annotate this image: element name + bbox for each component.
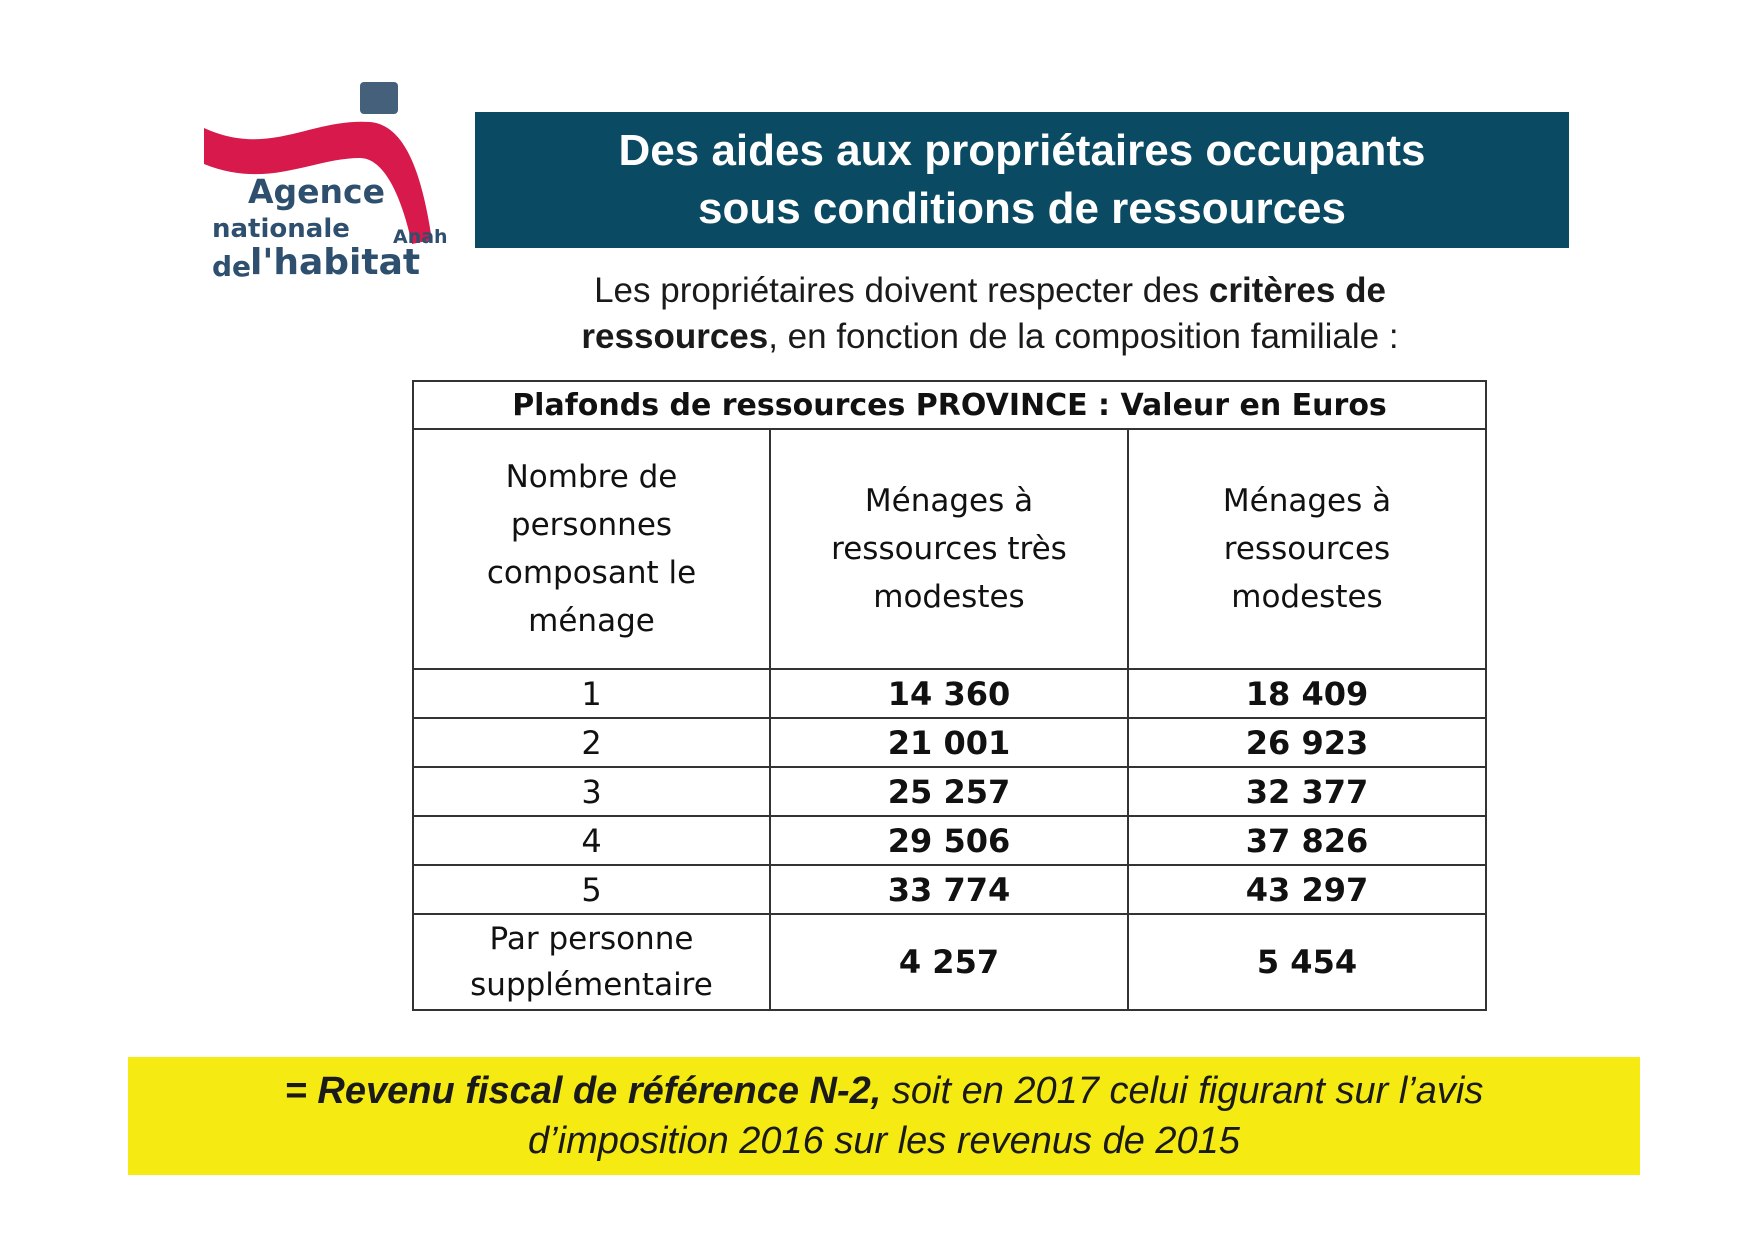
cell-modestes: 32 377 [1128, 767, 1486, 816]
intro-text-2: , en fonction de la composition familiale : [768, 317, 1399, 356]
table-row [413, 718, 1486, 767]
cell-tres-modestes: 29 506 [770, 816, 1128, 865]
cell-tres-modestes: 21 001 [770, 718, 1128, 767]
cell-modestes: 37 826 [1128, 816, 1486, 865]
logo-anah-text: Anah [393, 226, 448, 248]
cell-persons: 5 [413, 865, 770, 914]
table-header-row [413, 429, 1486, 669]
footer-line-1 [285, 1066, 1484, 1116]
title-banner [475, 112, 1569, 248]
logo-square [360, 82, 398, 114]
table-caption-row [413, 381, 1486, 429]
cell-tres-modestes: 25 257 [770, 767, 1128, 816]
title-line-1: Des aides aux propriétaires occupants [618, 126, 1426, 175]
anah-logo [200, 78, 460, 288]
header-persons-text: Nombre de personnes composant le ménage [486, 459, 697, 639]
intro-paragraph [530, 268, 1450, 360]
footer-bold: = Revenu fiscal de référence N-2, [284, 1070, 882, 1112]
extra-label-line-2: supplémentaire [470, 967, 713, 1003]
footer-text-1: soit en 2017 celui figurant sur l’avis [881, 1070, 1484, 1112]
table-row [413, 816, 1486, 865]
resource-ceilings-table [412, 380, 1487, 1011]
cell-modestes: 18 409 [1128, 669, 1486, 718]
table-row-extra-person [413, 914, 1486, 1010]
cell-persons: 4 [413, 816, 770, 865]
cell-modestes: 43 297 [1128, 865, 1486, 914]
cell-tres-modestes: 33 774 [770, 865, 1128, 914]
cell-extra-tres-modestes: 4 257 [770, 914, 1128, 1010]
header-modestes [1128, 429, 1486, 669]
footer-line-2: d’imposition 2016 sur les revenus de 2015 [528, 1120, 1240, 1162]
logo-nationale-text: nationale [212, 214, 350, 244]
cell-persons: 2 [413, 718, 770, 767]
header-persons [413, 429, 770, 669]
footer-note [128, 1057, 1640, 1175]
cell-extra-modestes: 5 454 [1128, 914, 1486, 1010]
header-tres-modestes [770, 429, 1128, 669]
intro-bold: critères de ressources [581, 271, 1386, 356]
logo-habitat-text: l'habitat [250, 242, 421, 283]
intro-text-1: Les propriétaires doivent respecter des [594, 271, 1209, 310]
cell-extra-person-label [413, 914, 770, 1010]
cell-persons: 3 [413, 767, 770, 816]
table-row [413, 767, 1486, 816]
title-line-2: sous conditions de ressources [698, 184, 1346, 233]
extra-label-line-1: Par personne [489, 921, 694, 957]
logo-de-text: de [212, 250, 252, 283]
cell-tres-modestes: 14 360 [770, 669, 1128, 718]
table-row [413, 669, 1486, 718]
cell-persons: 1 [413, 669, 770, 718]
header-modestes-text: Ménages à ressources modestes [1222, 483, 1392, 615]
cell-modestes: 26 923 [1128, 718, 1486, 767]
table-row [413, 865, 1486, 914]
table-caption: Plafonds de ressources PROVINCE : Valeur en Euros [413, 381, 1486, 429]
logo-agence-text: Agence [248, 172, 385, 211]
header-tres-modestes-text: Ménages à ressources très modestes [831, 483, 1067, 615]
